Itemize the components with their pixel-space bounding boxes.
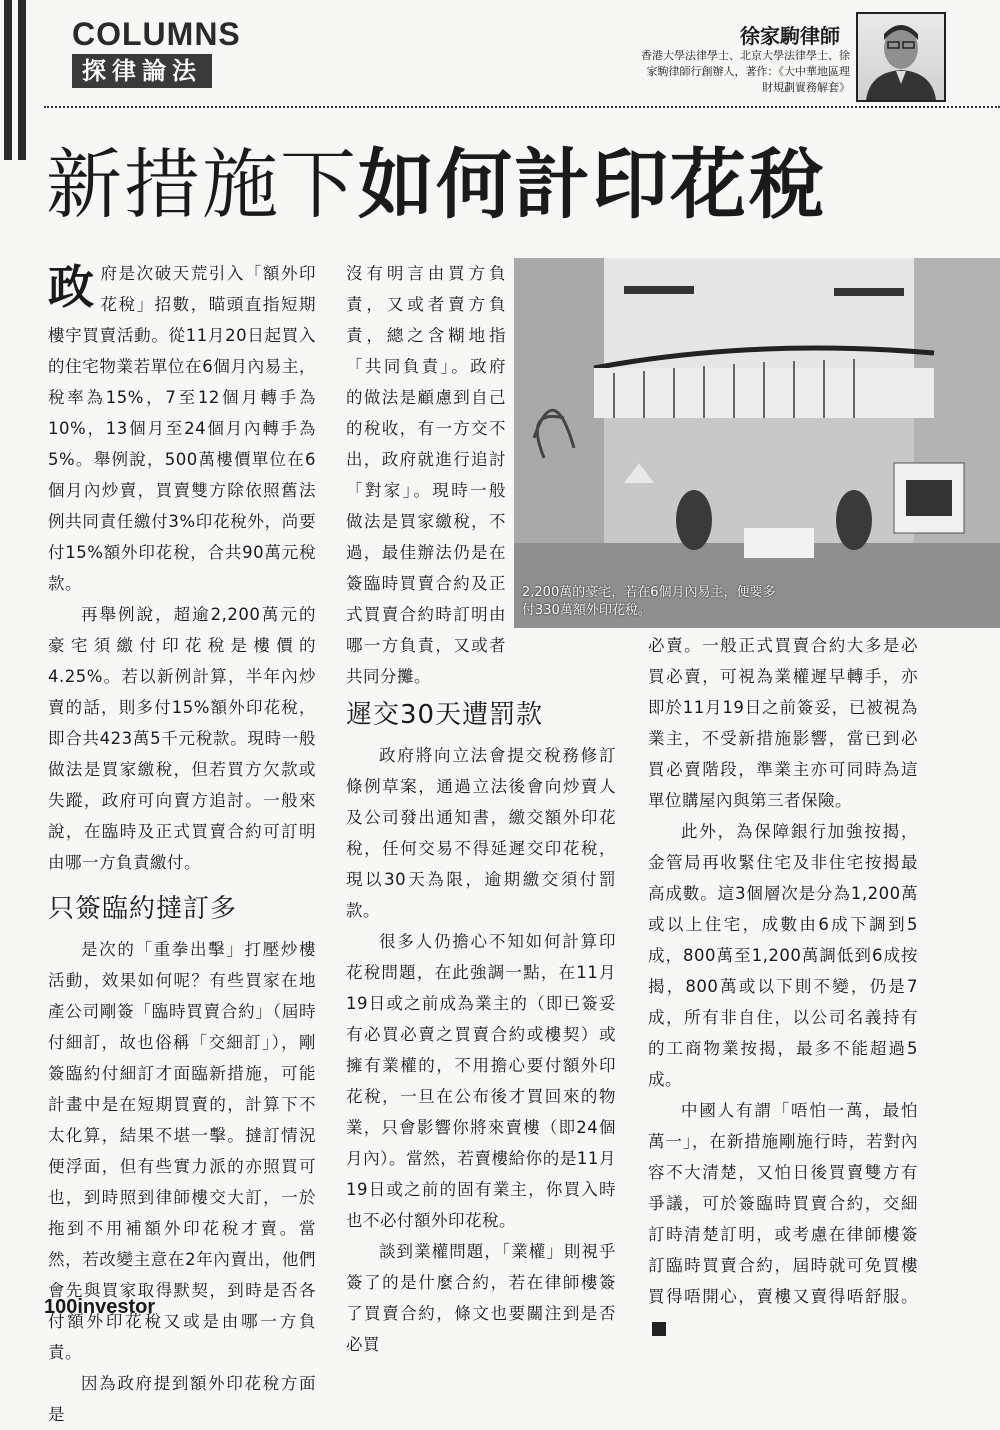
section-sublabel: 探律論法 [72, 54, 212, 88]
title-light: 新措施下 [46, 140, 358, 229]
article-column-2 [346, 258, 506, 692]
section-label: COLUMNS [72, 16, 241, 52]
article-column-1 [48, 258, 316, 1430]
title-bold: 如何計印花稅 [358, 140, 826, 229]
paragraph: 再舉例說，超逾2,200萬元的豪宅須繳付印花稅是樓價的4.25%。若以新例計算，半年內炒賣的話，則多付15%額外印花稅，即合共423萬5千元稅款。現時一般做法是買家繳稅，但若買方欠款或失蹤，政府可向賣方追討。一般來說，在臨時及正式買賣合約可訂明由哪一方負責繳付。 [48, 605, 316, 872]
paragraph: 很多人仍擔心不知如何計算印花稅問題，在此強調一點，在11月19日或之前成為業主的（即已簽妥有必買必賣之買賣合約或樓契）或擁有業權的，不用擔心要付額外印花稅，一旦在公布後才買回來的物業，只會影響你將來賣樓（即24個月內）。當然，若賣樓給你的是11月19日或之前的固有業主，你買入時也不必付額外印花稅。 [346, 932, 616, 1230]
page-footer [44, 1296, 155, 1319]
author-name: 徐家駒律師 [740, 24, 840, 48]
photo-caption: 2,200萬的豪宅，若在6個月內易主，便要多付330萬額外印花稅。 [522, 585, 776, 618]
magazine-brand: investor [77, 1296, 156, 1318]
interior-photo [514, 258, 1000, 628]
article-column-3 [648, 630, 918, 1343]
article-title [46, 140, 826, 230]
header-divider [44, 106, 1000, 108]
dropcap: 政 [48, 260, 95, 314]
paragraph: 沒有明言由買方負責，又或者賣方負責，總之含糊地指「共同負責」。政府的做法是顧慮到自己的稅收，有一方交不出，政府就進行追討「對家」。現時一般做法是買家繳稅，不過，最佳辦法仍是在簽臨時買賣合約及正式買賣合約時訂明由哪一方負責，又或者共同分攤。 [346, 264, 506, 686]
binder-decoration [0, 0, 40, 160]
paragraph: 政府將向立法會提交稅務修訂條例草案，通過立法後會向炒賣人及公司發出通知書，繳交額外印花稅，任何交易不得延遲交印花稅，現以30天為限，逾期繳交須付罰款。 [346, 746, 616, 920]
subheading: 遲交30天遭罰款 [346, 700, 544, 730]
end-mark-icon [652, 1322, 666, 1336]
paragraph: 因為政府提到額外印花稅方面是 [48, 1374, 316, 1424]
paragraph: 中國人有謂「唔怕一萬，最怕萬一」，在新措施剛施行時，若對內容不大清楚，又怕日後買賣雙方有爭議，可於簽臨時買賣合約，交細訂時清楚訂明，或考慮在律師樓簽訂臨時買賣合約，屆時就可免買樓買得唔開心，賣樓又賣得唔舒服。 [648, 1095, 918, 1343]
author-portrait [856, 12, 946, 102]
paragraph: 談到業權問題，「業權」則視乎簽了的是什麼合約，若在律師樓簽了買賣合約，條文也要關注到是否必買 [346, 1242, 616, 1354]
paragraph: 政府是次破天荒引入「額外印花稅」招數，瞄頭直指短期樓宇買賣活動。從11月20日起買入的住宅物業若單位在6個月內易主，稅率為15%，7至12個月轉手為10%，13個月至24個月內轉手為5%。舉例說，500萬樓價單位在6個月內炒賣，買賣雙方除依照舊法例共同責任繳付3%印花稅外，尚要付15%額外印花稅，合共90萬元稅款。 [48, 260, 316, 593]
article-column-2-lower [346, 684, 616, 1360]
page-number: 100 [44, 1296, 78, 1318]
paragraph: 必賣。一般正式買賣合約大多是必買必賣，可視為業權遲早轉手，亦即於11月19日之前簽妥，已被視為業主，不受新措施影響，當已到必買必賣階段，準業主亦可同時為這單位購屋內與第三者保險。 [648, 636, 918, 810]
subheading: 只簽臨約撻訂多 [48, 894, 238, 924]
author-bio: 香港大學法律學士、北京大學法律學士、徐家駒律師行創辦人，著作：《大中華地區理財規劃實務解套》 [641, 49, 850, 94]
paragraph: 此外，為保障銀行加強按揭，金管局再收緊住宅及非住宅按揭最高成數。這3個層次是分為1,200萬或以上住宅，成數由6成下調到5成，800萬至1,200萬調低到6成按揭，800萬或以下則不變，仍是7成，所有非自住，以公司名義持有的工商物業按揭，最多不能超過5成。 [648, 822, 918, 1089]
paragraph: 是次的「重拳出擊」打壓炒樓活動，效果如何呢？有些買家在地產公司剛簽「臨時買賣合約」（屆時付細訂，故也俗稱「交細訂」），剛簽臨約付細訂才面臨新措施，可能計畫中是在短期買賣的，計算下不太化算，結果不堪一擊。撻訂情況便浮面，但有些實力派的亦照買可也，到時照到律師樓交大訂，一於拖到不用補額外印花稅才賣。當然，若改變主意在2年內賣出，他們會先與買家取得默契，到時是否各付額外印花稅又或是由哪一方負責。 [48, 940, 316, 1362]
